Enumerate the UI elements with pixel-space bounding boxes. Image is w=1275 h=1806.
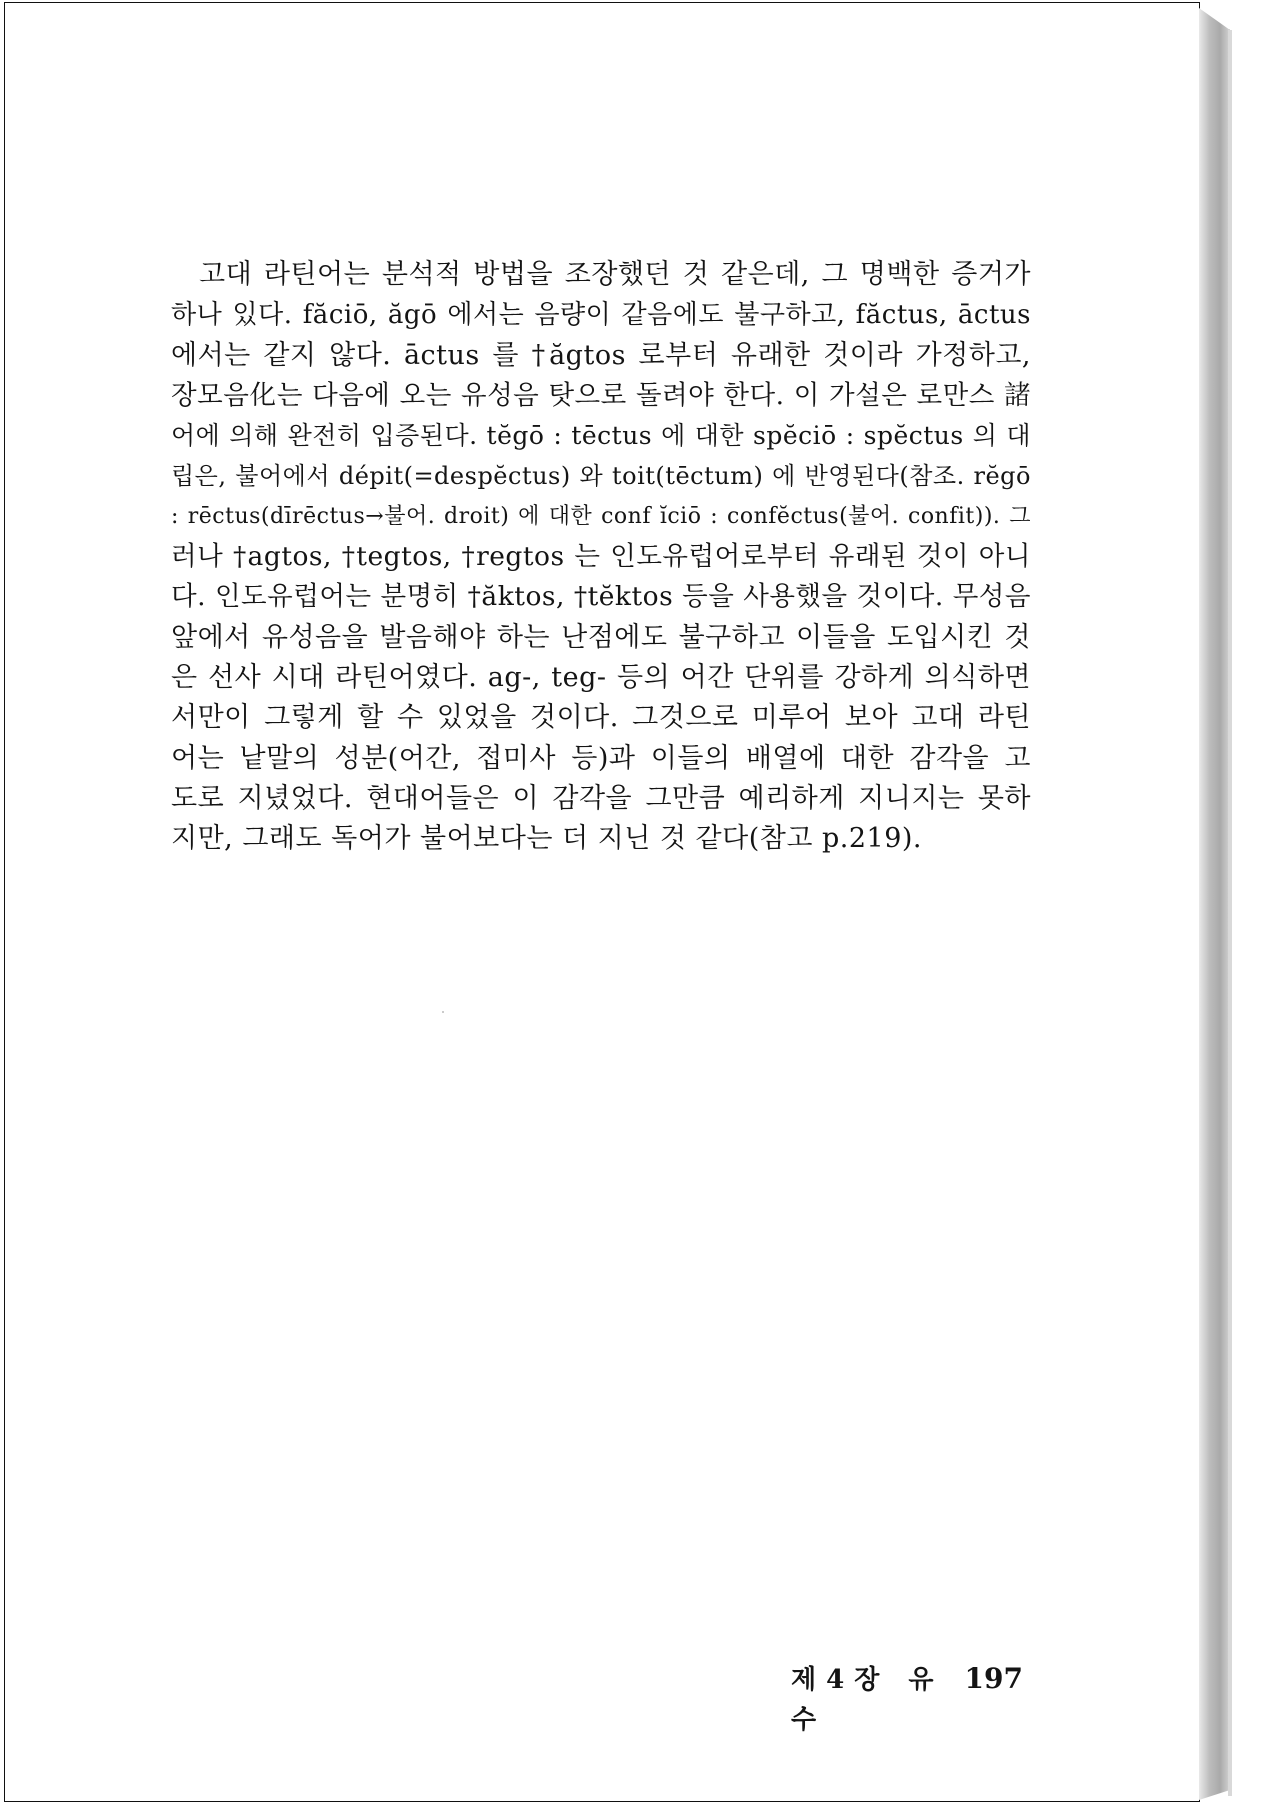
body-line: 에서는 같지 않다. āctus 를 †ăgtos 로부터 유래한 것이라 가정하고, bbox=[171, 339, 1031, 371]
body-line: 하나 있다. făciō, ăgō 에서는 음량이 같음에도 불구하고, făctus, āctus bbox=[171, 300, 1031, 331]
body-paragraph bbox=[171, 255, 1031, 859]
page-footer bbox=[791, 1659, 1023, 1735]
body-line: 러나 †agtos, †tegtos, †regtos 는 인도유럽어로부터 유래된 것이 아니 bbox=[171, 541, 1031, 573]
body-line: 어는 낱말의 성분(어간, 접미사 등)과 이들의 배열에 대한 감각을 고 bbox=[171, 742, 1031, 774]
chapter-label: 제4장 유 수 bbox=[791, 1665, 944, 1735]
body-line: 도로 지녔었다. 현대어들은 이 감각을 그만큼 예리하게 지니지는 못하 bbox=[171, 782, 1031, 814]
body-line: 립은, 불어에서 dépit(=despĕctus) 와 toit(tēctum) 에 반영된다(참조. rĕgō bbox=[171, 462, 1031, 491]
body-line: 서만이 그렇게 할 수 있었을 것이다. 그것으로 미루어 보아 고대 라틴 bbox=[171, 702, 1031, 734]
body-line: 고대 라틴어는 분석적 방법을 조장했던 것 같은데, 그 명백한 증거가 bbox=[199, 259, 1031, 290]
page-stack-shadow bbox=[1228, 30, 1232, 1796]
page-number: 197 bbox=[964, 1662, 1023, 1695]
book-page bbox=[4, 2, 1200, 1802]
body-line: : rēctus(dīrēctus→불어. droit) 에 대한 conf ĭciō : confĕctus(불어. confit)). 그 bbox=[171, 503, 1031, 529]
body-line: 어에 의해 완전히 입증된다. tĕgō : tēctus 에 대한 spĕciō : spĕctus 의 대 bbox=[171, 421, 1031, 451]
body-line: 다. 인도유럽어는 분명히 †ăktos, †tĕktos 등을 사용했을 것이다. 무성음 bbox=[171, 581, 1031, 613]
body-line: 은 선사 시대 라틴어였다. ag-, teg- 등의 어간 단위를 강하게 의식하면 bbox=[171, 661, 1031, 693]
body-line: 앞에서 유성음을 발음해야 하는 난점에도 불구하고 이들을 도입시킨 것 bbox=[171, 621, 1031, 653]
body-line: 장모음化는 다음에 오는 유성음 탓으로 돌려야 한다. 이 가설은 로만스 諸 bbox=[171, 379, 1031, 411]
page-stack-edge bbox=[1199, 8, 1230, 1800]
scan-speck bbox=[442, 1011, 444, 1013]
body-line: 지만, 그래도 독어가 불어보다는 더 지닌 것 같다(참고 p.219). bbox=[171, 823, 923, 855]
